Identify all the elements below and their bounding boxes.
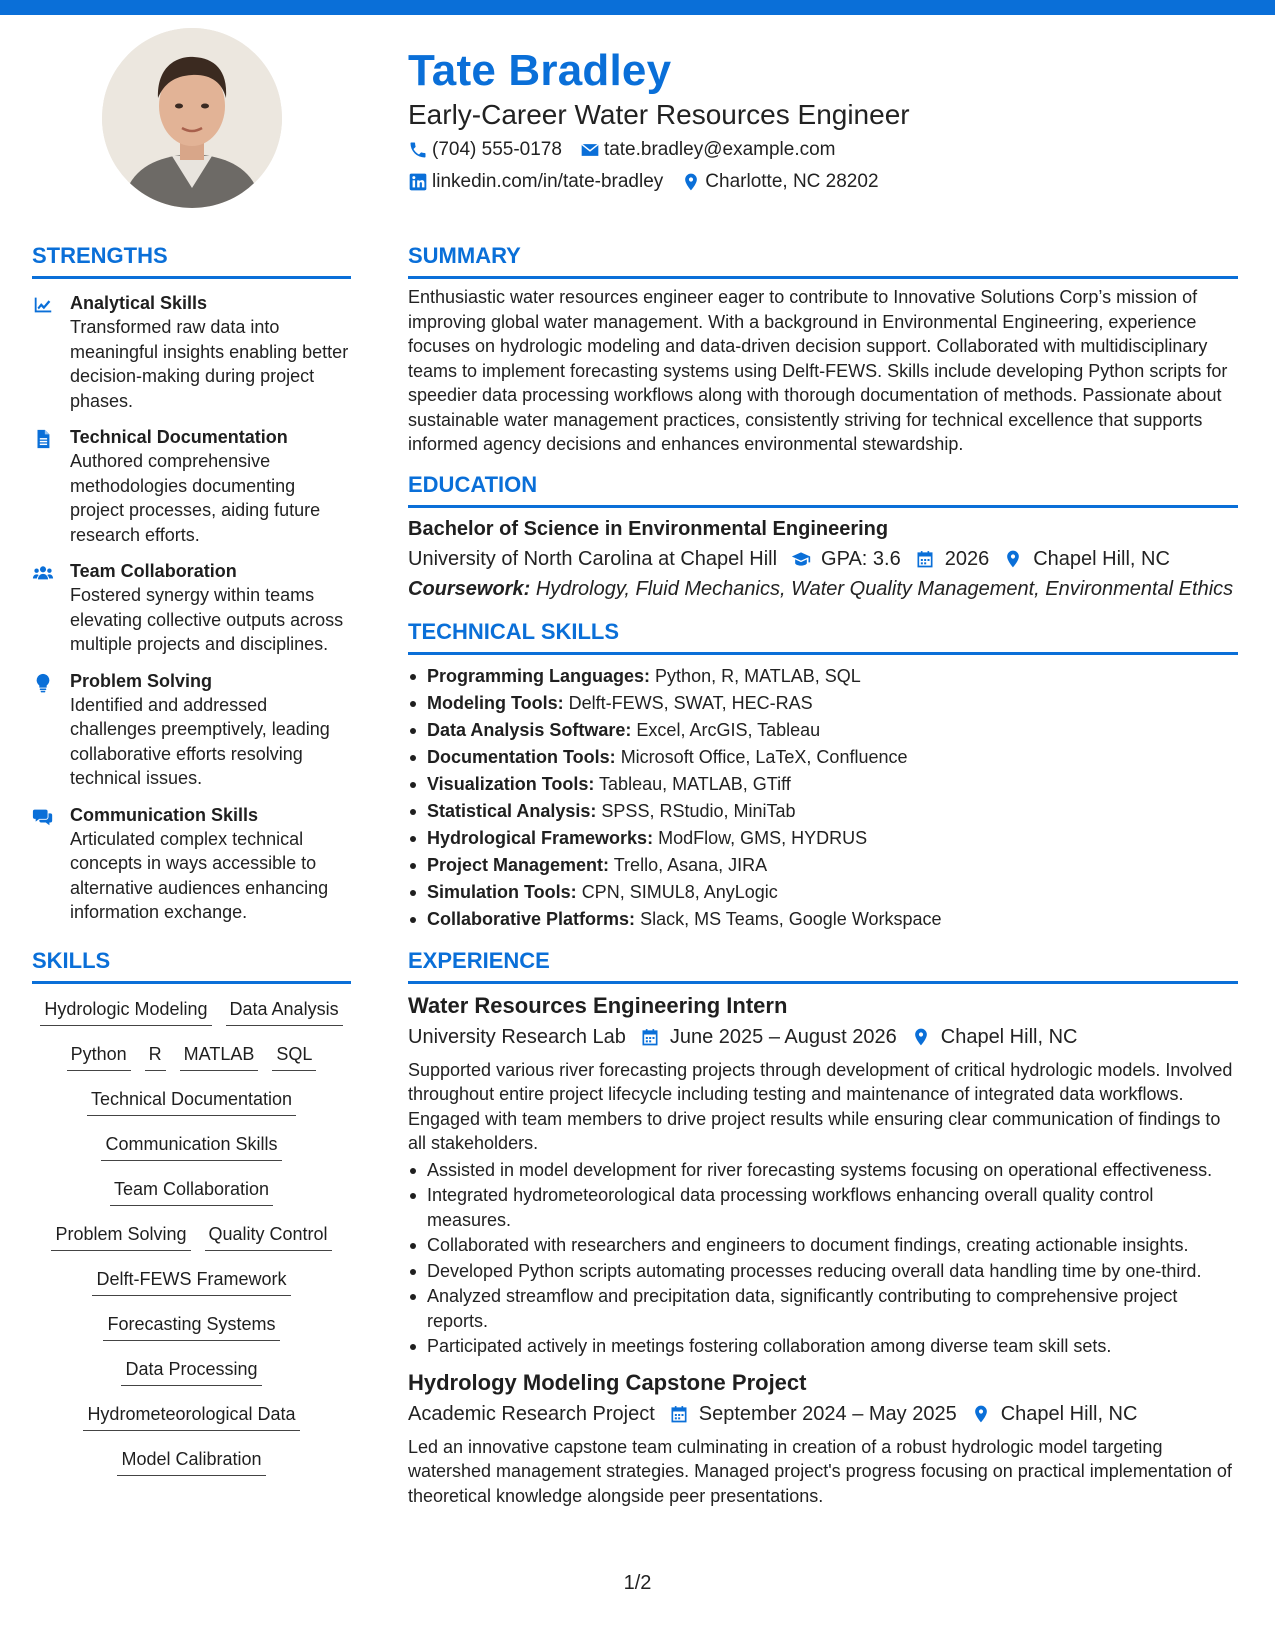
calendar-icon [640,1027,660,1047]
linkedin-icon [408,172,428,192]
technical-skills-section [408,618,1238,933]
strength-description: Authored comprehensive methodologies documenting project processes, aiding future research efforts. [70,451,321,545]
experience-section [408,947,1238,1509]
skill-chip: Communication Skills [101,1131,281,1161]
skills-heading: SKILLS [32,947,351,984]
skill-category: Visualization Tools: [427,773,595,794]
left-column [32,242,351,1491]
skill-chip-row [85,1266,297,1311]
skill-chip: Python [67,1041,131,1071]
job-bullet: Assisted in model development for river forecasting systems focusing on operational effectiveness. [408,1158,1238,1183]
skill-category: Project Management: [427,854,610,875]
job-meta [408,1399,1238,1429]
strength-title: Analytical Skills [70,293,208,313]
technical-skill-item [408,825,1238,852]
technical-skill-item [408,906,1238,933]
job-meta [408,1022,1238,1052]
skill-chip: Delft-FEWS Framework [92,1266,290,1296]
phone-text: (704) 555-0178 [432,139,562,160]
experience-heading: EXPERIENCE [408,947,1238,984]
gpa-text: GPA: 3.6 [821,547,901,570]
job-bullet: Participated actively in meetings fostering collaboration among diverse team skill sets. [408,1334,1238,1359]
map-pin-icon [971,1404,991,1424]
skill-chip-row [44,1221,338,1266]
skill-chip-row [94,1131,288,1176]
map-pin-icon [1003,549,1023,569]
skill-values: Excel, ArcGIS, Tableau [636,719,821,740]
strengths-heading: STRENGTHS [32,242,351,279]
calendar-icon [915,549,935,569]
job-organization: Academic Research Project [408,1402,655,1425]
school-name: University of North Carolina at Chapel Hill [408,547,778,570]
email-contact[interactable] [580,139,836,161]
skill-chip: MATLAB [180,1041,259,1071]
strength-item [32,803,351,925]
coursework-line [408,574,1238,604]
right-column [408,242,1238,1508]
skill-chip: Problem Solving [51,1221,190,1251]
skill-chip: Data Analysis [226,996,343,1026]
resume-header [408,44,1238,198]
skill-category: Documentation Tools: [427,746,616,767]
technical-skill-item [408,717,1238,744]
skill-values: CPN, SIMUL8, AnyLogic [581,881,778,902]
experience-entry [408,1369,1238,1509]
job-bullet: Analyzed streamflow and precipitation data, significantly contributing to comprehensive project reports. [408,1284,1238,1333]
education-meta [408,544,1238,574]
phone-contact[interactable] [408,139,562,161]
envelope-icon [580,140,600,160]
strength-item [32,425,351,547]
job-dates: September 2024 – May 2025 [698,1402,957,1425]
skill-values: Slack, MS Teams, Google Workspace [640,908,942,929]
location-contact [681,171,878,193]
technical-skills-list [408,663,1238,933]
strength-item [32,559,351,657]
map-pin-icon [681,172,701,192]
experience-entry [408,992,1238,1359]
skill-chip-row [103,1176,280,1221]
chart-line-icon [32,294,54,316]
skill-category: Modeling Tools: [427,692,564,713]
skill-chip-row [60,1041,324,1086]
technical-skill-item [408,771,1238,798]
skill-category: Data Analysis Software: [427,719,632,740]
skill-chip: SQL [272,1041,316,1071]
skill-category: Programming Languages: [427,665,651,686]
comments-icon [32,806,54,828]
skill-chip: Hydrologic Modeling [40,996,211,1026]
skills-section [32,947,351,1491]
skill-chip: Forecasting Systems [103,1311,279,1341]
skill-chip-row [33,996,349,1041]
strength-title: Communication Skills [70,804,259,825]
job-description: Supported various river forecasting projects through development of critical hydrologic models. Involved throughout entire project lifecycle including testing and maintenance of integrated data workflows. Engaged with team members to drive project results while ensuring clear communication of findings to all stakeholders. [408,1059,1233,1153]
email-text: tate.bradley@example.com [603,139,836,160]
phone-icon [408,140,428,160]
page-number: 1/2 [623,1572,652,1594]
skill-chip-row [110,1446,272,1491]
skill-chip: Hydrometeorological Data [83,1401,299,1431]
skill-chip-row [96,1311,286,1356]
job-dates: June 2025 – August 2026 [669,1025,897,1048]
job-description: Led an innovative capstone team culminating in creation of a robust hydrologic model targeting watershed management strategies. Managed project's progress focusing on practical implementation of theoretical knowledge alongside peer presentations. [408,1436,1232,1506]
strength-item [32,669,351,791]
skill-chip: R [145,1041,166,1071]
coursework-list: Hydrology, Fluid Mechanics, Water Quality Management, Environmental Ethics [535,577,1234,600]
summary-heading: SUMMARY [408,242,1238,279]
job-location: Chapel Hill, NC [940,1025,1078,1048]
map-pin-icon [911,1027,931,1047]
skill-category: Collaborative Platforms: [427,908,636,929]
education-heading: EDUCATION [408,471,1238,508]
education-section [408,471,1238,604]
candidate-name: Tate Bradley [408,46,672,95]
skill-values: Python, R, MATLAB, SQL [655,665,861,686]
linkedin-contact[interactable] [408,171,663,193]
job-title: Hydrology Modeling Capstone Project [408,1369,807,1395]
contact-row-2 [408,166,1238,198]
school-location: Chapel Hill, NC [1033,547,1170,570]
strength-item [32,291,351,413]
profile-photo [102,28,282,208]
summary-text: Enthusiastic water resources engineer eager to contribute to Innovative Solutions Corp’s mission of improving global water management. With a background in Environmental Engineering, experience focuses on hydrologic modeling and data-driven decision support. Collaborated with multidisciplinary teams to implement forecasting systems using Delft-FEWS. Skills include developing Python scripts for speedier data processing workflows along with thorough documentation of methods. Passionate about sustainable water management practices, consistently striving for technical excellence that supports informed agency decisions and enhances environmental stewardship. [408,287,1228,454]
skill-category: Statistical Analysis: [427,800,597,821]
top-accent-bar [0,0,1275,15]
strength-title: Technical Documentation [70,427,288,447]
skill-values: Trello, Asana, JIRA [613,854,768,875]
technical-skill-item [408,690,1238,717]
document-icon [32,428,54,450]
technical-skills-heading: TECHNICAL SKILLS [408,618,1238,655]
skill-category: Simulation Tools: [427,881,577,902]
job-bullets [408,1158,1238,1359]
profile-photo-illustration [102,28,282,208]
skill-chip-row [114,1356,268,1401]
skill-chip-row [80,1086,303,1131]
candidate-title: Early-Career Water Resources Engineer [408,99,910,130]
location-text: Charlotte, NC 28202 [705,171,879,192]
skill-category: Hydrological Frameworks: [427,827,654,848]
strength-description: Fostered synergy within teams elevating collective outputs across multiple projects and disciplines. [70,585,344,654]
skill-values: Microsoft Office, LaTeX, Confluence [620,746,908,767]
skill-values: ModFlow, GMS, HYDRUS [658,827,868,848]
linkedin-text: linkedin.com/in/tate-bradley [432,171,664,192]
skill-values: Tableau, MATLAB, GTiff [599,773,791,794]
skill-values: Delft-FEWS, SWAT, HEC-RAS [568,692,813,713]
technical-skill-item [408,852,1238,879]
strength-description: Identified and addressed challenges preemptively, leading collaborative efforts resolving technical issues. [70,694,330,788]
calendar-icon [669,1404,689,1424]
summary-section [408,242,1238,457]
technical-skill-item [408,744,1238,771]
users-icon [32,562,54,584]
job-title: Water Resources Engineering Intern [408,992,788,1018]
contact-row-1 [408,134,1238,166]
strength-title: Team Collaboration [70,561,237,581]
strength-title: Problem Solving [70,670,213,691]
technical-skill-item [408,663,1238,690]
job-bullet: Collaborated with researchers and engineers to document findings, creating actionable insights. [408,1233,1238,1258]
skill-chip: Data Processing [121,1356,261,1386]
coursework-label: Coursework: [408,577,531,600]
strength-description: Articulated complex technical concepts in ways accessible to alternative audiences enhancing information exchange. [70,828,329,922]
job-bullet: Developed Python scripts automating processes reducing overall data handling time by one-third. [408,1259,1238,1284]
job-location: Chapel Hill, NC [1000,1402,1138,1425]
skills-chip-list [32,996,351,1491]
job-bullet: Integrated hydrometeorological data processing workflows enhancing overall quality control measures. [408,1183,1238,1232]
skill-chip-row [76,1401,306,1446]
job-organization: University Research Lab [408,1025,626,1048]
skill-values: SPSS, RStudio, MiniTab [601,800,796,821]
strength-description: Transformed raw data into meaningful insights enabling better decision-making during project phases. [70,317,349,411]
skill-chip: Model Calibration [117,1446,265,1476]
graduation-year: 2026 [944,547,990,570]
degree-title: Bachelor of Science in Environmental Engineering [408,517,889,540]
skill-chip: Team Collaboration [110,1176,273,1206]
lightbulb-icon [32,672,54,694]
graduation-cap-icon [791,549,811,569]
skill-chip: Technical Documentation [87,1086,296,1116]
technical-skill-item [408,879,1238,906]
technical-skill-item [408,798,1238,825]
skill-chip: Quality Control [205,1221,332,1251]
